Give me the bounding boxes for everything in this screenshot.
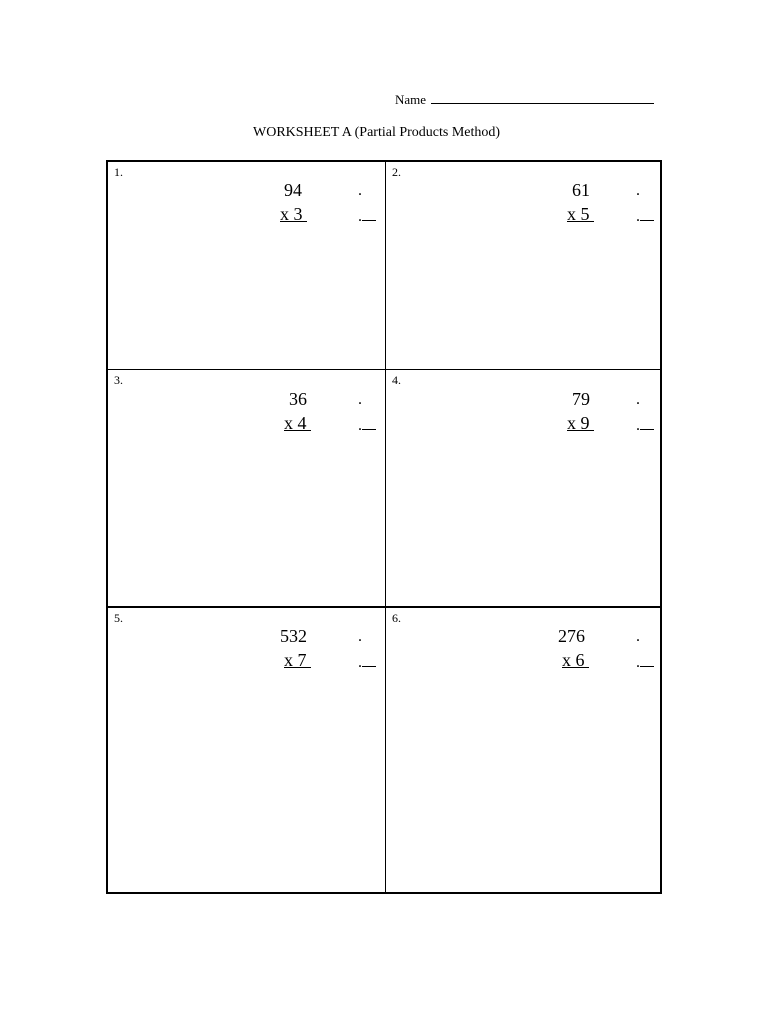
worksheet-title: WORKSHEET A (Partial Products Method)	[253, 125, 501, 140]
problem-cell-4[interactable]	[386, 370, 663, 606]
problem-cell-5[interactable]	[108, 608, 385, 894]
name-blank-line[interactable]	[431, 91, 654, 104]
dot-mark: .	[636, 391, 640, 408]
multiplier: x 7	[284, 650, 311, 670]
problem-number: 1.	[114, 165, 123, 179]
problem-number: 4.	[392, 373, 401, 387]
problem-number: 5.	[114, 611, 123, 625]
problem-cell-3[interactable]	[108, 370, 385, 606]
multiplicand: 36	[289, 389, 307, 409]
answer-blank[interactable]: .	[358, 206, 376, 226]
problem-grid	[106, 160, 662, 894]
multiplicand: 79	[572, 389, 590, 409]
dot-mark: .	[636, 628, 640, 645]
problem-number: 3.	[114, 373, 123, 387]
problem-number: 6.	[392, 611, 401, 625]
multiplier: x 9	[567, 413, 594, 433]
dot-mark: .	[358, 628, 362, 645]
answer-blank[interactable]: .	[358, 652, 376, 672]
problem-number: 2.	[392, 165, 401, 179]
name-field-row	[395, 91, 654, 108]
dot-mark: .	[358, 182, 362, 199]
multiplier: x 4	[284, 413, 311, 433]
multiplicand: 94	[284, 180, 302, 200]
problem-cell-6[interactable]	[386, 608, 663, 894]
dot-mark: .	[636, 182, 640, 199]
multiplier: x 5	[567, 204, 594, 224]
answer-blank[interactable]: .	[636, 206, 654, 226]
multiplicand: 276	[558, 626, 585, 646]
problem-cell-2[interactable]	[386, 162, 663, 369]
answer-blank[interactable]: .	[358, 415, 376, 435]
multiplicand: 532	[280, 626, 307, 646]
answer-blank[interactable]: .	[636, 652, 654, 672]
multiplicand: 61	[572, 180, 590, 200]
multiplier: x 3	[280, 204, 307, 224]
problem-cell-1[interactable]	[108, 162, 385, 369]
multiplier: x 6	[562, 650, 589, 670]
dot-mark: .	[358, 391, 362, 408]
answer-blank[interactable]: .	[636, 415, 654, 435]
name-label: Name	[395, 92, 427, 107]
